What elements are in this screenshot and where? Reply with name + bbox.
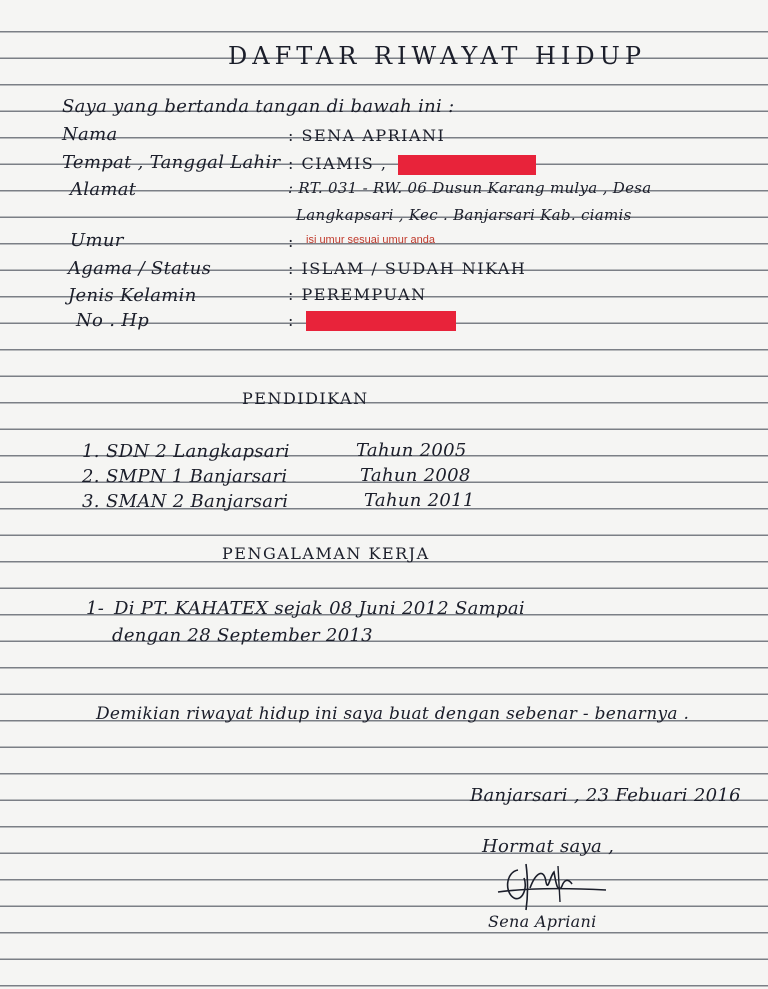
regards-text: Hormat saya , <box>482 836 615 857</box>
field-value-ttl: : CIAMIS , <box>288 154 388 173</box>
field-label-kelamin: Jenis Kelamin <box>68 285 197 306</box>
field-label-alamat: Alamat <box>70 179 137 200</box>
umur-instruction-note: isi umur sesuai umur anda <box>306 234 436 246</box>
education-no-3: 3. <box>82 491 100 512</box>
document-title: DAFTAR RIWAYAT HIDUP <box>228 42 646 70</box>
field-value-alamat-line2: Langkapsari , Kec . Banjarsari Kab. ciamis <box>296 206 632 224</box>
field-label-hp: No . Hp <box>76 310 150 331</box>
signer-name: Sena Apriani <box>488 912 597 931</box>
education-school-1: SDN 2 Langkapsari <box>106 441 290 462</box>
experience-line-1: Di PT. KAHATEX sejak 08 Juni 2012 Sampai <box>114 598 525 619</box>
handwritten-signature <box>488 858 618 918</box>
field-label-umur: Umur <box>70 230 124 251</box>
education-year-3: Tahun 2011 <box>364 490 475 511</box>
closing-statement: Demikian riwayat hidup ini saya buat dengan sebenar - benarnya . <box>96 704 690 724</box>
education-no-2: 2. <box>82 466 100 487</box>
education-school-3: SMAN 2 Banjarsari <box>106 491 289 512</box>
field-value-umur: : <box>288 232 295 251</box>
field-label-ttl: Tempat , Tanggal Lahir <box>62 152 281 173</box>
field-label-agama: Agama / Status <box>68 258 212 279</box>
education-year-1: Tahun 2005 <box>356 440 467 461</box>
education-heading: PENDIDIKAN <box>242 389 369 408</box>
intro-text: Saya yang bertanda tangan di bawah ini : <box>62 96 455 117</box>
field-value-nama: : SENA APRIANI <box>288 126 446 145</box>
experience-heading: PENGALAMAN KERJA <box>222 544 430 563</box>
redaction-birthdate <box>398 155 536 175</box>
field-value-hp: : <box>288 311 295 330</box>
experience-line-2: dengan 28 September 2013 <box>112 625 373 646</box>
field-value-kelamin: : PEREMPUAN <box>288 285 427 304</box>
experience-no-1: 1- <box>86 598 105 619</box>
education-no-1: 1. <box>82 441 100 462</box>
field-value-alamat: : RT. 031 - RW. 06 Dusun Karang mulya , Desa <box>288 179 652 197</box>
field-label-nama: Nama <box>62 124 118 145</box>
field-value-agama: : ISLAM / SUDAH NIKAH <box>288 259 527 278</box>
education-year-2: Tahun 2008 <box>360 465 471 486</box>
education-school-2: SMPN 1 Banjarsari <box>106 466 288 487</box>
redaction-phone <box>306 311 456 331</box>
place-and-date: Banjarsari , 23 Febuari 2016 <box>470 785 741 806</box>
